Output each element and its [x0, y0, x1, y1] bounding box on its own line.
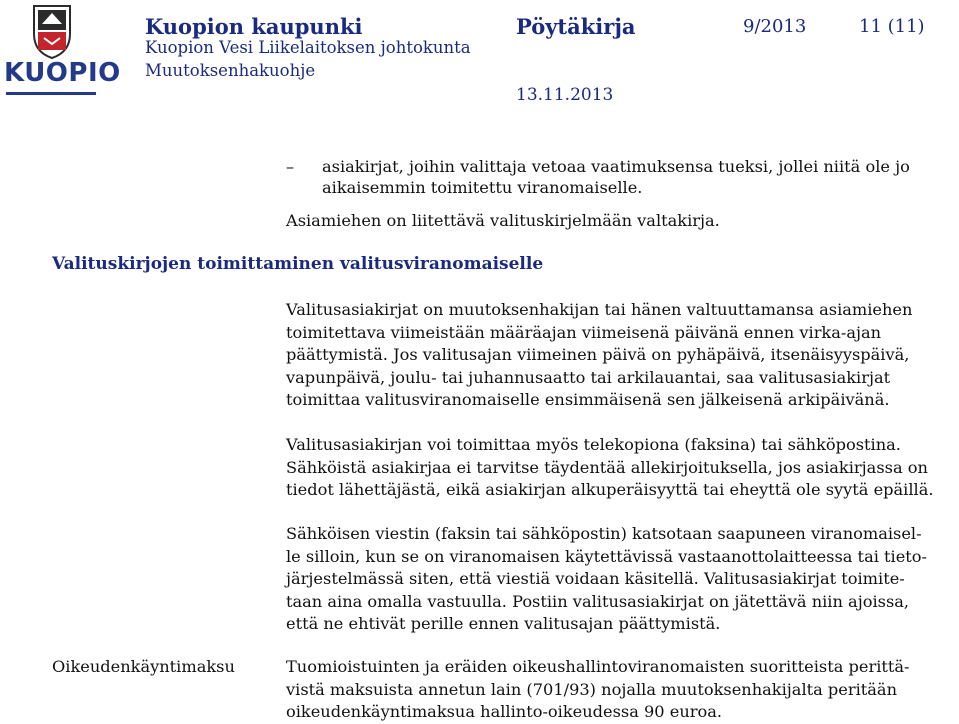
paragraph-line: että ne ehtivät perille ennen valitusajan päättymistä. — [286, 614, 721, 633]
paragraph-line: päättymistä. Jos valitusajan viimeinen päivä on pyhäpäivä, itsenäisyyspäivä, — [286, 345, 910, 364]
bullet-line-2: aikaisemmin toimitettu viranomaiselle. — [322, 178, 643, 197]
attorney-note: Asiamiehen on liitettävä valituskirjelmään valtakirja. — [286, 211, 720, 230]
paragraph-line: Sähköistä asiakirjaa ei tarvitse täydentää allekirjoituksella, jos asiakirjassa on — [286, 457, 928, 477]
paragraph-line: Sähköisen viestin (faksin tai sähköpostin) katsotaan saapuneen viranomaisel- — [286, 524, 922, 543]
paragraph-electronic-delivery — [286, 434, 934, 502]
paragraph-line: vistä maksuista annetun lain (701/93) nojalla muutoksenhakijalta peritään — [286, 679, 898, 699]
paragraph-line: vapunpäivä, joulu- tai juhannusaatto tai arkilauantai, saa valitusasiakirjat — [286, 367, 891, 387]
paragraph-line: Tuomioistuinten ja eräiden oikeushallintoviranomaisten suoritteista perittä- — [286, 657, 910, 676]
paragraph-electronic-receipt — [286, 523, 927, 636]
paragraph-line: toimittaa valitusviranomaiselle ensimmäisenä sen jälkeisenä arkipäivänä. — [286, 390, 890, 409]
bullet-dash: – — [286, 157, 295, 176]
logo-underline — [6, 92, 96, 95]
kuopio-logo — [4, 2, 121, 98]
meeting-date: 13.11.2013 — [516, 85, 614, 105]
org-name: Kuopion kaupunki — [145, 14, 363, 39]
fee-label: Oikeudenkäyntimaksu — [52, 657, 235, 676]
bullet-line-1: asiakirjat, joihin valittaja vetoaa vaatimuksensa tueksi, jollei niitä ole jo — [322, 157, 910, 176]
paragraph-line: le silloin, kun se on viranomaisen käytettävissä vastaanottolaitteessa tai tieto- — [286, 546, 928, 566]
paragraph-line: Valitusasiakirjat on muutoksenhakijan tai hänen valtuuttamansa asiamiehen — [286, 300, 913, 319]
section-heading: Valituskirjojen toimittaminen valitusviranomaiselle — [52, 254, 544, 274]
doc-type: Pöytäkirja — [516, 14, 636, 39]
logo-wordmark: KUOPIO — [4, 58, 121, 88]
paragraph-line: taan aina omalla vastuulla. Postiin valitusasiakirjat on jätettävä niin ajoissa, — [286, 591, 910, 611]
doc-subject: Muutoksenhakuohje — [145, 61, 316, 80]
paragraph-line: järjestelmässä siten, että viestiä voidaan käsitellä. Valitusasiakirjat toimite- — [286, 569, 905, 588]
paragraph-line: Valitusasiakirjan voi toimittaa myös telekopiona (faksina) tai sähköpostina. — [286, 435, 901, 454]
page-number: 11 (11) — [859, 16, 925, 37]
doc-number: 9/2013 — [743, 16, 807, 37]
paragraph-submission-deadline — [286, 299, 912, 412]
board-name: Kuopion Vesi Liikelaitoksen johtokunta — [145, 38, 471, 57]
paragraph-court-fee — [286, 656, 910, 724]
paragraph-line: oikeudenkäyntimaksua hallinto-oikeudessa 90 euroa. — [286, 702, 723, 721]
kuopio-crest-icon — [30, 4, 74, 60]
paragraph-line: toimitettava viimeistään määräajan viimeisenä päivänä ennen virka-ajan — [286, 322, 882, 342]
paragraph-line: tiedot lähettäjästä, eikä asiakirjan alkuperäisyyttä tai eheyttä ole syytä epäillä. — [286, 480, 934, 499]
